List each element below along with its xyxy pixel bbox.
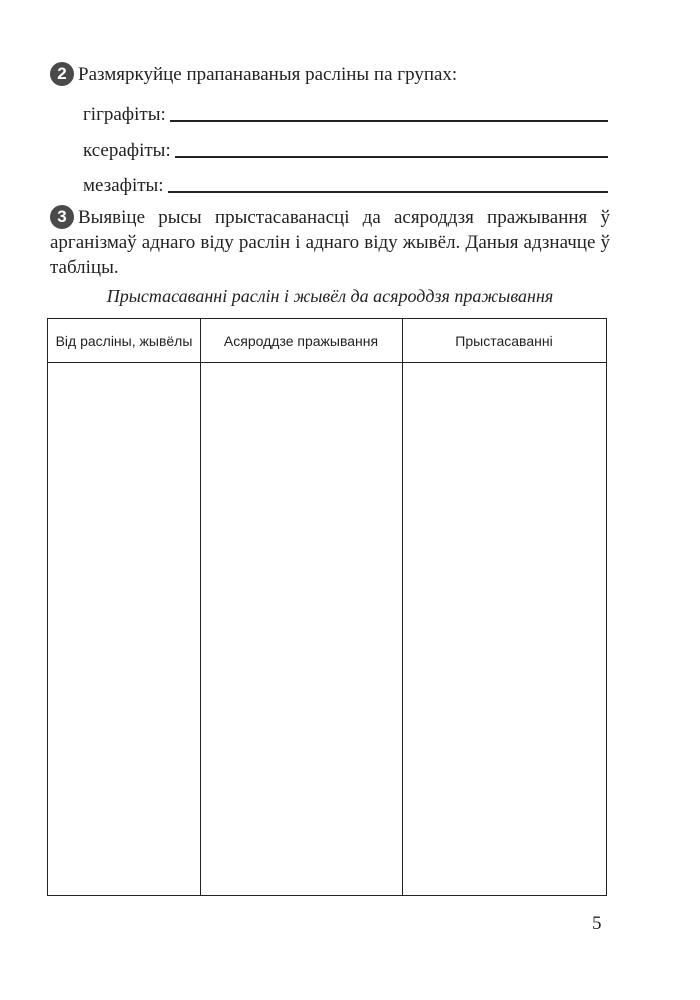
answer-line[interactable]	[170, 120, 608, 122]
page-number: 5	[592, 913, 602, 934]
answer-row-mesophytes	[83, 171, 608, 197]
table-header-habitat: Асяроддзе пражывання	[223, 332, 379, 349]
answer-label: гіграфіты:	[83, 104, 166, 125]
column-divider	[402, 319, 403, 895]
column-divider	[200, 319, 201, 895]
task-3-text: Выявіце рысы прыстасаванасці да асяроддзя пражывання ў арганізмаў аднаго віду раслін і аднаго віду жывёл. Даныя адзначце ў табліцы.	[50, 207, 610, 278]
answer-row-xerophytes	[83, 136, 608, 162]
answer-line[interactable]	[175, 156, 608, 158]
task-number-badge: 2	[50, 62, 74, 86]
table-caption: Прыстасаванні раслін і жывёл да асяроддзя пражывання	[106, 286, 554, 306]
table-header-species: Від расліны, жывёлы	[55, 332, 193, 349]
header-divider	[48, 362, 606, 363]
adaptations-table	[47, 318, 607, 896]
answer-row-hygrophytes	[83, 100, 608, 126]
task-2	[50, 62, 457, 87]
answer-line[interactable]	[168, 191, 608, 193]
table-header-adaptations: Прыстасаванні	[455, 332, 553, 349]
answer-label: ксерафіты:	[83, 140, 171, 161]
task-number-badge: 3	[50, 205, 74, 229]
answer-label: мезафіты:	[83, 175, 164, 196]
task-3	[50, 205, 610, 280]
task-2-text: Размяркуйце прапанаваныя расліны па групах:	[78, 64, 458, 85]
